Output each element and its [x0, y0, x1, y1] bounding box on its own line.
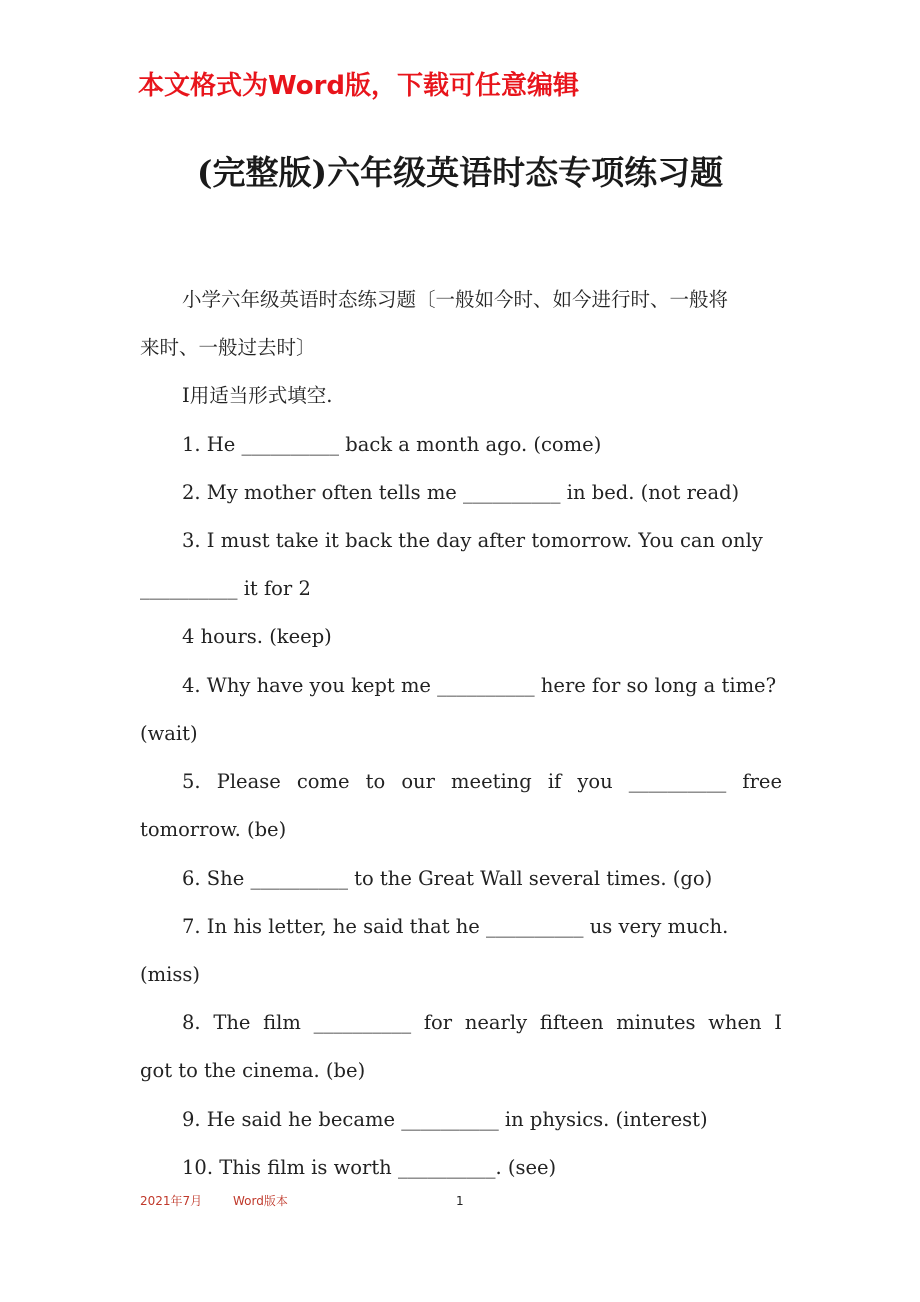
question-3-line-2: __________ it for 2 [140, 577, 311, 600]
question-8-line-1: 8. The film __________ for nearly fifteen minutes when I [182, 1011, 782, 1034]
question-5-line-1: 5. Please come to our meeting if you __________ free [182, 770, 782, 793]
question-1: 1. He __________ back a month ago. (come) [182, 433, 602, 456]
footer-version: Word版本 [233, 1194, 288, 1208]
intro-line-2: 来时、一般过去时〕 [140, 336, 316, 359]
question-7-line-1: 7. In his letter, he said that he __________ us very much. [182, 915, 729, 938]
page-number: 1 [456, 1194, 464, 1208]
question-3-line-3: 4 hours. (keep) [182, 625, 332, 648]
page-title: (完整版)六年级英语时态专项练习题 [196, 153, 724, 192]
question-3-line-1: 3. I must take it back the day after tomorrow. You can only [182, 529, 763, 552]
question-10: 10. This film is worth __________. (see) [182, 1156, 557, 1179]
question-2: 2. My mother often tells me __________ in bed. (not read) [182, 481, 740, 504]
question-8-line-2: got to the cinema. (be) [140, 1059, 366, 1082]
question-5-line-2: tomorrow. (be) [140, 818, 287, 841]
format-banner: 本文格式为Word版，下载可任意编辑 [138, 71, 580, 101]
question-7-line-2: (miss) [140, 963, 200, 986]
question-9: 9. He said he became __________ in physics. (interest) [182, 1108, 708, 1131]
question-6: 6. She __________ to the Great Wall several times. (go) [182, 867, 713, 890]
section-heading: Ⅰ用适当形式填空. [182, 384, 333, 407]
intro-line-1: 小学六年级英语时态练习题〔一般如今时、如今进行时、一般将 [182, 288, 729, 311]
question-4-line-2: (wait) [140, 722, 198, 745]
footer-date: 2021年7月 [140, 1194, 203, 1208]
question-4-line-1: 4. Why have you kept me __________ here for so long a time? [182, 674, 777, 697]
